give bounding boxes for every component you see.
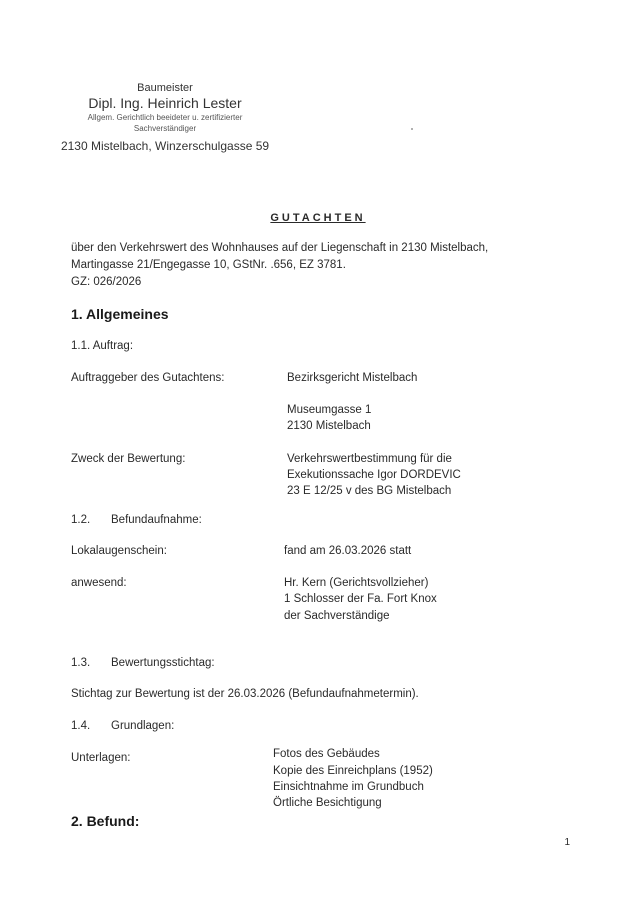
lokalaugenschein-label: Lokalaugenschein:: [71, 545, 167, 557]
scan-speck: [411, 128, 413, 130]
grundlagen-heading: [71, 720, 174, 732]
stichtag-number: 1.3.: [71, 657, 91, 669]
page-number: 1: [564, 837, 570, 848]
zweck-line-2: Exekutionssache Igor DORDEVIC: [287, 469, 461, 481]
stichtag-text: Stichtag zur Bewertung ist der 26.03.2026 (Befundaufnahmetermin).: [71, 688, 419, 700]
letterhead-qualification-line1: Allgem. Gerichtlich beeideter u. zertifizierter: [87, 113, 243, 122]
anwesend-label: anwesend:: [71, 577, 127, 589]
grundlagen-number: 1.4.: [71, 720, 91, 732]
anwesend-person-1: Hr. Kern (Gerichtsvollzieher): [284, 577, 429, 589]
auftraggeber-street: Museumgasse 1: [287, 404, 372, 416]
section-1-heading: 1. Allgemeines: [71, 306, 169, 322]
stichtag-title: Bewertungsstichtag:: [111, 657, 215, 669]
intro-line-1: über den Verkehrswert des Wohnhauses auf der Liegenschaft in 2130 Mistelbach,: [71, 242, 489, 254]
unterlagen-label: Unterlagen:: [71, 752, 131, 764]
zweck-line-3: 23 E 12/25 v des BG Mistelbach: [287, 485, 452, 497]
auftraggeber-label: Auftraggeber des Gutachtens:: [71, 372, 225, 384]
letterhead-address: 2130 Mistelbach, Winzerschulgasse 59: [60, 139, 270, 153]
auftraggeber-city: 2130 Mistelbach: [287, 420, 371, 432]
intro-line-2: Martingasse 21/Engegasse 10, GStNr. .656, EZ 3781.: [71, 259, 346, 271]
unterlagen-item: Kopie des Einreichplans (1952): [273, 765, 433, 777]
befund-title: Befundaufnahme:: [111, 514, 202, 526]
zweck-label: Zweck der Bewertung:: [71, 453, 186, 465]
lokalaugenschein-value: fand am 26.03.2026 statt: [284, 545, 412, 557]
letterhead-name: Dipl. Ing. Heinrich Lester: [88, 95, 242, 111]
unterlagen-item: Fotos des Gebäudes: [273, 748, 380, 760]
reference-number: GZ: 026/2026: [71, 276, 142, 288]
section-2-heading: 2. Befund:: [71, 813, 140, 829]
auftraggeber-name: Bezirksgericht Mistelbach: [287, 372, 418, 384]
anwesend-person-3: der Sachverständige: [284, 610, 390, 622]
anwesend-person-2: 1 Schlosser der Fa. Fort Knox: [284, 593, 437, 605]
zweck-line-1: Verkehrswertbestimmung für die: [287, 453, 452, 465]
befund-heading: [71, 514, 202, 526]
auftrag-heading: 1.1. Auftrag:: [71, 340, 134, 352]
befund-number: 1.2.: [71, 514, 91, 526]
unterlagen-item: Einsichtnahme im Grundbuch: [273, 781, 424, 793]
letterhead-qualification-line2: Sachverständiger: [133, 124, 197, 133]
stichtag-heading: [71, 657, 215, 669]
unterlagen-item: Örtliche Besichtigung: [273, 797, 382, 809]
letterhead-title: Baumeister: [137, 82, 193, 94]
document-title: GUTACHTEN: [270, 212, 366, 224]
grundlagen-title: Grundlagen:: [111, 720, 175, 732]
